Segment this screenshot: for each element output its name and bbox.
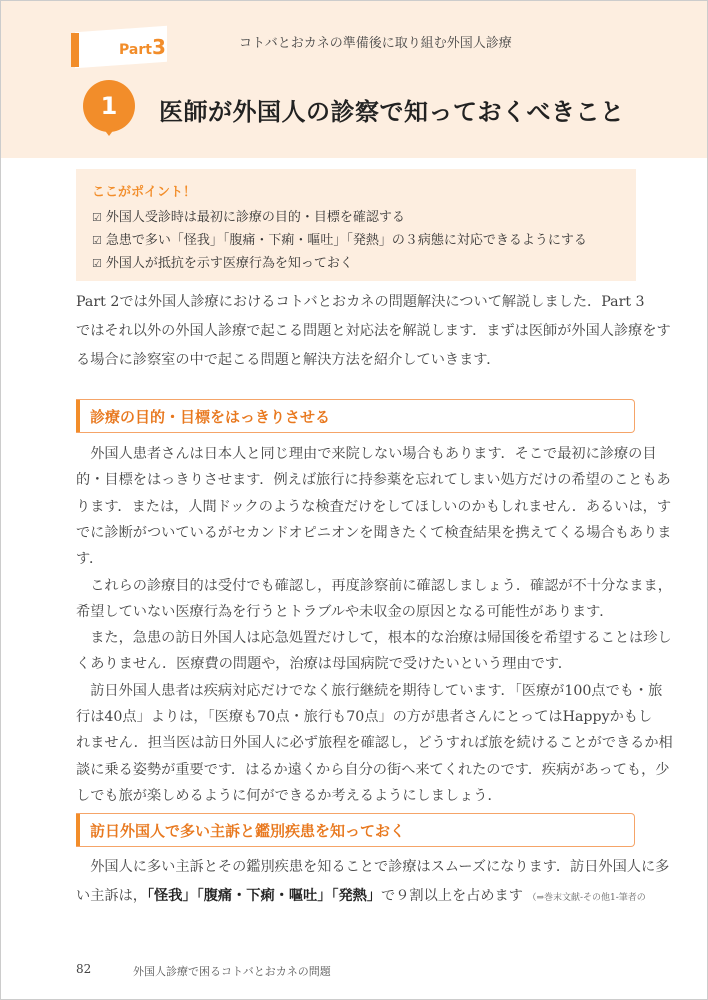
- key-point-item: [92, 252, 353, 271]
- body-line: 行は40点」よりは，「医療も70点・旅行も70点」の方が患者さんにとってはHappyかもし: [76, 709, 653, 725]
- body-line: でに診断がついているがセカンドオピニオンを聞きたくて検査結果を携えてくる場合もありま: [76, 524, 672, 541]
- part-number: 3: [151, 35, 166, 59]
- key-point-text: 外国人が抵抗を示す医療行為を知っておく: [105, 256, 353, 271]
- body-line: これらの診療目的は受付でも確認し，再度診察前に確認しましょう．確認が不十分なまま，: [76, 577, 672, 594]
- body-line: しでも旅が楽しめるように何ができるか考えるようにしましょう．: [76, 787, 502, 804]
- page-title: 医師が外国人の診察で知っておくべきこと: [159, 98, 625, 126]
- section-heading-bar: [76, 814, 80, 846]
- body-line: ります．または，人間ドックのような検査だけをしてほしいのかもしれません．あるいは，す: [76, 498, 672, 515]
- body-line: れません．担当医は訪日外国人に必ず旅程を確認し，どうすれば旅を続けることができるか相: [76, 735, 673, 752]
- part-tab-bar: [71, 33, 79, 67]
- part-label: [119, 35, 166, 59]
- checkbox-icon: ☑: [92, 234, 102, 247]
- checkbox-icon: ☑: [92, 211, 102, 224]
- body-line: 訪日外国人患者は疾病対応だけでなく旅行継続を期待しています．「医療が100点でも・旅: [76, 682, 663, 699]
- page-number: 82: [76, 962, 92, 976]
- key-point-text: 外国人受診時は最初に診療の目的・目標を確認する: [105, 210, 405, 225]
- body-line: [76, 887, 646, 907]
- body-line: 外国人に多い主訴とその鑑別疾患を知ることで診療はスムーズになります．訪日外国人に多: [76, 859, 670, 875]
- body-line: 談に乗る姿勢が重要です．はるか遠くから自分の街へ来てくれたのです．疾病があっても，少: [76, 761, 670, 778]
- checkbox-icon: ☑: [92, 257, 102, 270]
- key-point-item: [92, 206, 405, 225]
- body-line: 外国人患者さんは日本人と同じ理由で来院しない場合もあります．そこで最初に診療の目: [76, 446, 657, 462]
- body-line: 希望していない医療行為を行うとトラブルや未収金の原因となる可能性があります．: [76, 603, 614, 620]
- body-line: くありません．医療費の問題や，治療は母国病院で受けたいという理由です．: [76, 656, 572, 673]
- body-line: 的・目標をはっきりさせます．例えば旅行に持参薬を忘れてしまい処方だけの希望のこともあ: [76, 472, 671, 489]
- key-point-text: 急患で多い「怪我」「腹痛・下痢・嘔吐」「発熱」の３病態に対応できるようにする: [105, 233, 587, 248]
- body-line: ではそれ以外の外国人診療で起こる問題と対応法を解説します．まずは医師が外国人診療をす: [76, 323, 671, 339]
- section-heading-purpose: [76, 399, 635, 433]
- body-line: る場合に診察室の中で起こる問題と解決方法を紹介していきます．: [76, 352, 501, 368]
- reference-note: （⇒巻末文献-その他1-筆者の: [527, 893, 646, 903]
- section-heading-text: 訪日外国人で多い主訴と鑑別疾患を知っておく: [90, 822, 406, 840]
- section-heading-complaints: [76, 813, 635, 847]
- text: い主訴は，: [76, 888, 147, 904]
- key-points-heading: ここがポイント！: [92, 185, 197, 200]
- chapter-number-badge: 1: [83, 80, 135, 132]
- part-subtitle: コトバとおカネの準備後に取り組む外国人診療: [239, 36, 512, 51]
- running-footer-title: 外国人診療で困るコトバとおカネの問題: [133, 965, 331, 978]
- body-line: す．: [76, 551, 104, 568]
- key-point-item: [92, 229, 587, 248]
- bold-text: 「怪我」「腹痛・下痢・嘔吐」「発熱」: [146, 888, 382, 904]
- body-line: Part 2では外国人診療におけるコトバとおカネの問題解決について解説しました．Part 3: [76, 294, 645, 310]
- body-line: また，急患の訪日外国人は応急処置だけして，根本的な治療は帰国後を希望することは珍し: [76, 630, 672, 647]
- section-heading-bar: [76, 400, 80, 432]
- key-points-box: [76, 169, 636, 281]
- part-prefix: Part: [119, 42, 152, 58]
- text: で９割以上を占めます: [381, 888, 523, 904]
- section-heading-text: 診療の目的・目標をはっきりさせる: [90, 408, 331, 426]
